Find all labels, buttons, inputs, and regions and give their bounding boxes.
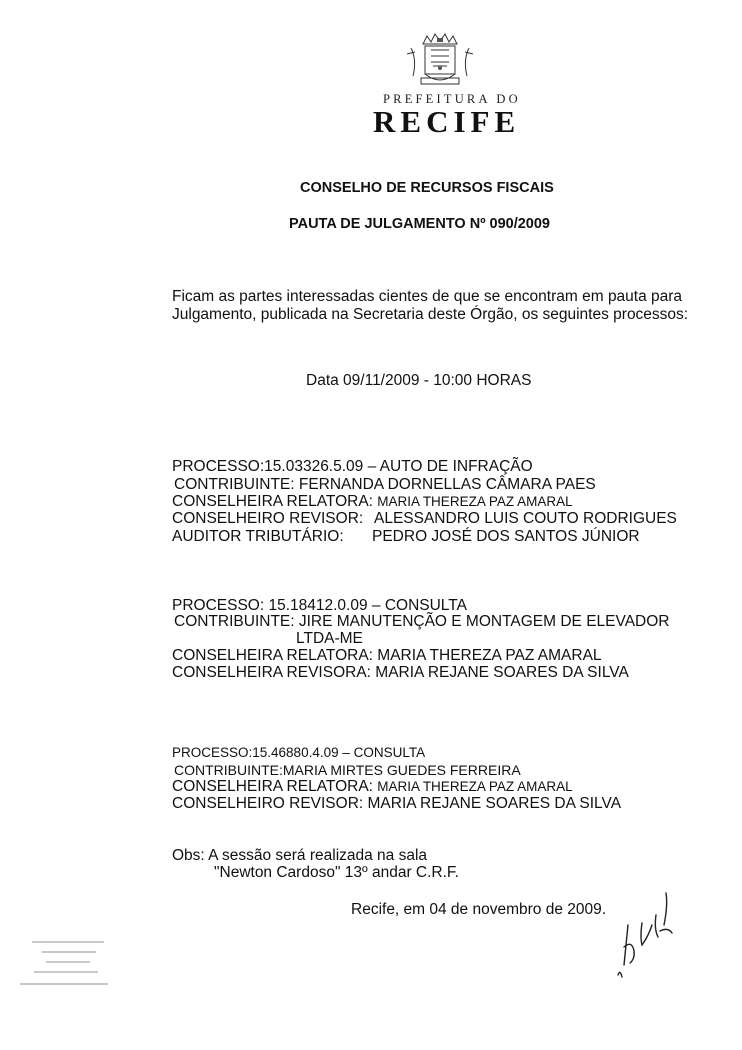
letterhead-city: RECIFE — [373, 104, 521, 139]
session-date: Data 09/11/2009 - 10:00 HORAS — [306, 372, 532, 389]
process1-reviewer-name: ALESSANDRO LUIS COUTO RODRIGUES — [374, 510, 677, 527]
coat-of-arms-icon — [403, 30, 477, 90]
obs-line1: Obs: A sessão será realizada na sala — [172, 847, 428, 864]
process3-rapporteur-name: MARIA THEREZA PAZ AMARAL — [377, 779, 573, 794]
process3-number: PROCESSO:15.46880.4.09 – CONSULTA — [172, 745, 426, 760]
process2-number: PROCESSO: 15.18412.0.09 – CONSULTA — [172, 597, 467, 614]
process2-rapporteur: CONSELHEIRA RELATORA: MARIA THEREZA PAZ AMARAL — [172, 647, 602, 664]
footer-address-block — [12, 938, 112, 994]
letterhead-line1: PREFEITURA DO — [383, 92, 521, 106]
process2-taxpayer: CONTRIBUINTE: JIRE MANUTENÇÃO E MONTAGEM DE ELEVADOR — [174, 613, 670, 630]
agenda-title: PAUTA DE JULGAMENTO Nº 090/2009 — [289, 216, 550, 232]
process1-taxpayer: CONTRIBUINTE: FERNANDA DORNELLAS CÂMARA PAES — [174, 476, 596, 493]
process1-auditor-label: AUDITOR TRIBUTÁRIO: — [172, 528, 344, 545]
council-title: CONSELHO DE RECURSOS FISCAIS — [300, 180, 554, 196]
signature-mark — [608, 885, 688, 980]
process1-number: PROCESSO:15.03326.5.09 – AUTO DE INFRAÇÃO — [172, 458, 533, 475]
process1-rapporteur-name: MARIA THEREZA PAZ AMARAL — [377, 494, 573, 509]
process3-reviewer: CONSELHEIRO REVISOR: MARIA REJANE SOARES DA SILVA — [172, 795, 622, 812]
process2-reviewer: CONSELHEIRA REVISORA: MARIA REJANE SOARES DA SILVA — [172, 664, 629, 681]
process3-rapporteur-label: CONSELHEIRA RELATORA: — [172, 778, 378, 795]
intro-line2: Julgamento, publicada na Secretaria deste Órgão, os seguintes processos: — [172, 306, 689, 323]
process1-auditor-name: PEDRO JOSÉ DOS SANTOS JÚNIOR — [372, 528, 640, 545]
process3-taxpayer: CONTRIBUINTE:MARIA MIRTES GUEDES FERREIRA — [174, 762, 521, 778]
intro-line1: Ficam as partes interessadas cientes de que se encontram em pauta para — [172, 288, 683, 305]
process1-reviewer-label: CONSELHEIRO REVISOR: — [172, 510, 364, 527]
process1-rapporteur-label: CONSELHEIRA RELATORA: — [172, 493, 378, 510]
closing-place-date: Recife, em 04 de novembro de 2009. — [351, 901, 607, 918]
process2-taxpayer-cont: LTDA-ME — [296, 630, 363, 647]
obs-line2: "Newton Cardoso" 13º andar C.R.F. — [214, 864, 459, 881]
